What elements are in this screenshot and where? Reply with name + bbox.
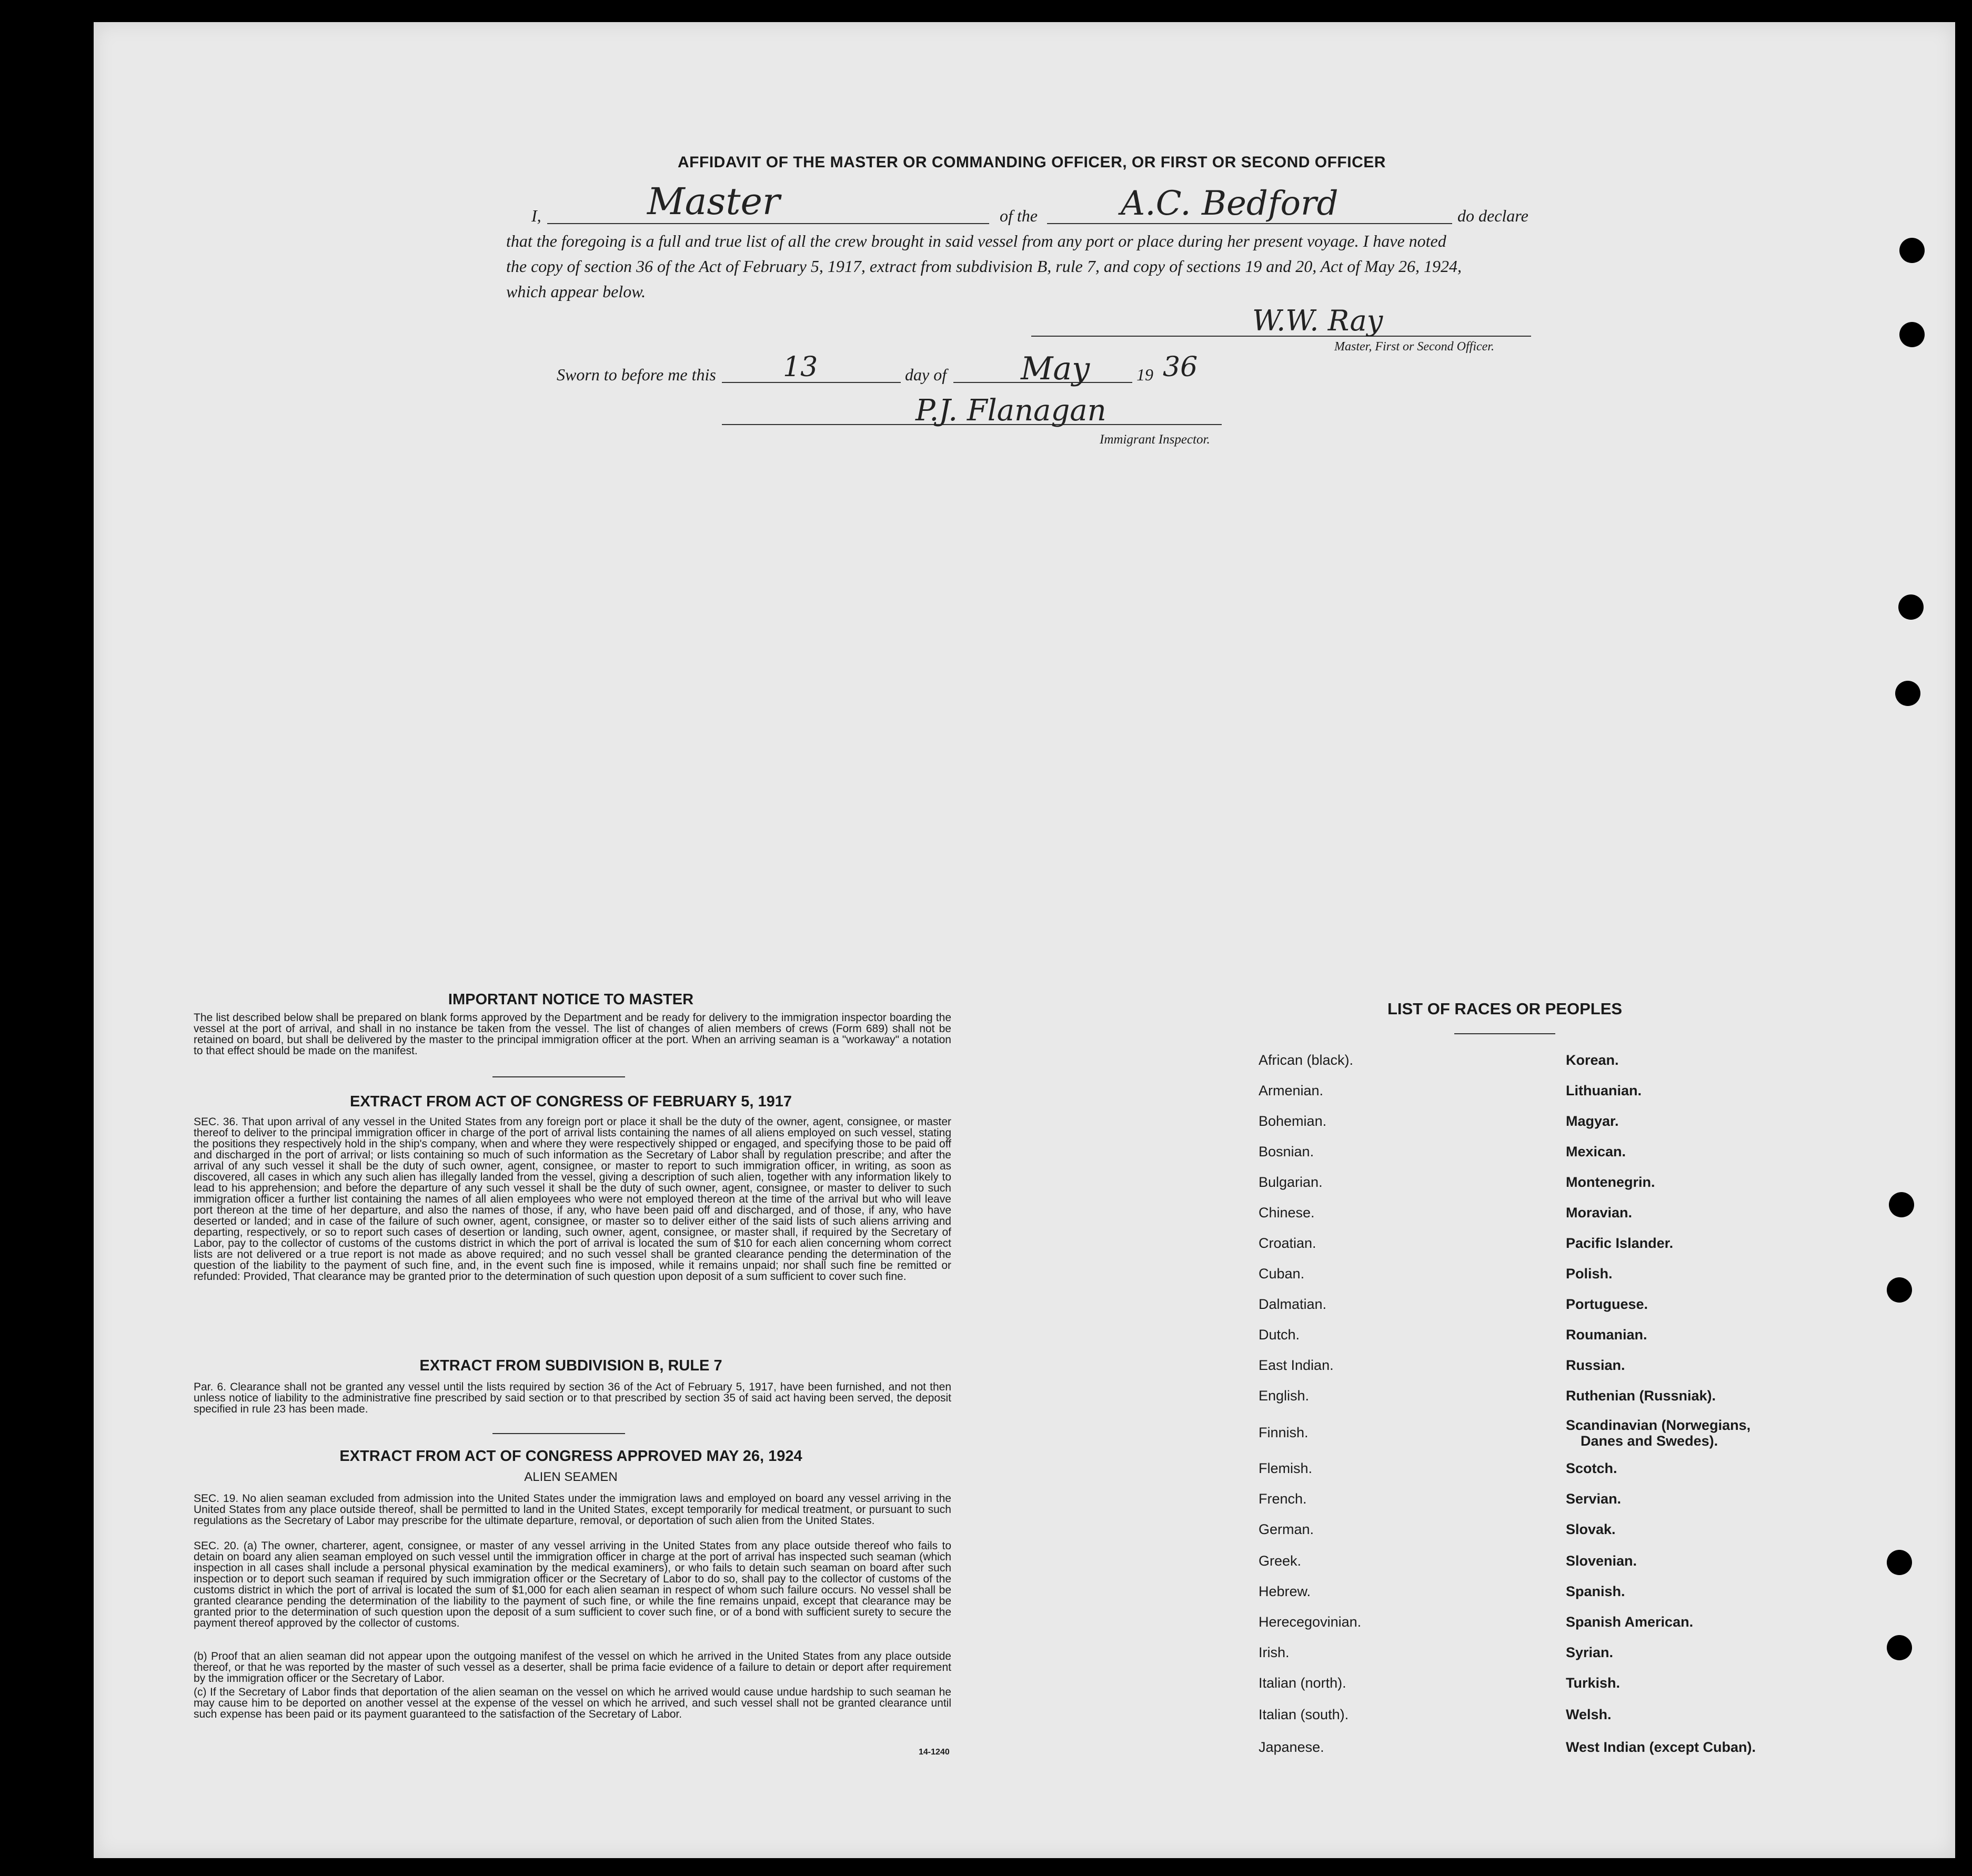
race-item: Japanese. [1259, 1739, 1324, 1755]
officer-caption: Master, First or Second Officer. [1334, 340, 1494, 354]
subdivision-b-title: EXTRACT FROM SUBDIVISION B, RULE 7 [419, 1357, 722, 1374]
race-item: Greek. [1259, 1553, 1302, 1569]
race-item: Turkish. [1566, 1675, 1621, 1691]
punch-hole [1887, 1277, 1912, 1303]
extract-1917-title: EXTRACT FROM ACT OF CONGRESS OF FEBRUARY 5, 1917 [349, 1093, 792, 1110]
sworn-label: Sworn to before me this [557, 365, 716, 384]
of-the-label: of the [1000, 206, 1038, 225]
race-item: Chinese. [1259, 1205, 1315, 1221]
race-item: Slovenian. [1566, 1553, 1637, 1569]
race-item: English. [1259, 1388, 1310, 1404]
punch-hole [1887, 1550, 1912, 1575]
race-item: Ruthenian (Russniak). [1566, 1388, 1716, 1404]
race-item-continuation: Danes and Swedes). [1581, 1433, 1718, 1449]
race-item: Syrian. [1566, 1645, 1614, 1660]
race-item: Mexican. [1566, 1144, 1626, 1159]
affidavit-line-4: which appear below. [506, 282, 646, 301]
punch-hole [1889, 1192, 1914, 1217]
punch-hole [1895, 681, 1920, 706]
race-item: Montenegrin. [1566, 1174, 1655, 1190]
race-item: Croatian. [1259, 1235, 1316, 1251]
race-item: Polish. [1566, 1266, 1613, 1282]
extract-1924-sec20b: (b) Proof that an alien seaman did not appear upon the outgoing manifest of the vessel on which he arrived in the United States from any place outside thereof, or that he was reported by the master of such vessel as a deserter, shall be prima facie evidence of a failure to detain or deport after requirement by the immigration officer or the Secretary of Labor. [194, 1650, 951, 1685]
extract-1924-subtitle: ALIEN SEAMEN [524, 1470, 618, 1484]
sworn-day: 13 [783, 351, 818, 383]
race-item: Cuban. [1259, 1266, 1305, 1282]
day-of-label: day of [905, 365, 947, 384]
races-divider [1454, 1033, 1555, 1034]
race-item: Roumanian. [1566, 1327, 1647, 1343]
race-item: Herecegovinian. [1259, 1614, 1362, 1630]
race-item: Finnish. [1259, 1425, 1309, 1440]
race-item: Dutch. [1259, 1327, 1300, 1343]
race-item: West Indian (except Cuban). [1566, 1739, 1756, 1755]
race-item: Slovak. [1566, 1521, 1616, 1537]
extract-1924-sec20a: SEC. 20. (a) The owner, charterer, agent, consignee, or master of any vessel arriving in the United States from any place outside thereof who fails to detain on board any alien seaman employed on such vessel until the immigration officer in charge at the port of arrival has inspected such seaman (which inspection in all cases shall include a personal physical examination by the medical examiners), or who fails to detain such seaman on board after such inspection or to deport such seaman if required by such immigration officer or the Secretary of Labor to do so, shall pay to the collector of customs of the customs district in which the port of arrival is located the sum of $1,000 for each alien seaman in respect of whom such failure occurs. No vessel shall be granted clearance pending the determination of the liability to the payment of such fine, or while the fine remains unpaid, except that clearance may be granted prior to the determination of such question upon the deposit of a sum sufficient to cover such fine, or of a bond with sufficient surety to secure the payment thereof approved by the collector of customs. [194, 1540, 951, 1629]
race-item: Dalmatian. [1259, 1296, 1327, 1312]
do-declare-label: do declare [1457, 206, 1528, 225]
extract-1917-body: SEC. 36. That upon arrival of any vessel in the United States from any foreign port or place it shall be the duty of the owner, agent, consignee, or master thereof to deliver to the principal immigration officer in charge of the port of arrival lists containing the names of all aliens employed on such vessel, stating the positions they respectively hold in the ship's company, when and where they were respectively shipped or engaged, and specifying those to be paid off and discharged in the port of arrival; or lists containing so much of such information as the Secretary of Labor shall by regulation prescribe; and after the arrival of any such vessel it shall be the duty of such owner, agent, consignee, or master to report to such immigration officer, in writing, as soon as discovered, all cases in which any such alien has illegally landed from the vessel, giving a description of such alien, together with any information likely to lead to his apprehension; and before the departure of any such vessel it shall be the duty of such owner, agent, consignee, or master to deliver to such immigration officer a further list containing the names of all alien employees who were not employed thereon at the time of the arrival but who will leave port thereon at the time of her departure, and also the names of those, if any, who have been paid off and discharged, and of those, if any, who have deserted or landed; and in case of the failure of such owner, agent, consignee, or master so to deliver either of the said lists of such aliens arriving and departing, respectively, or so to report such cases of desertion or landing, such owner, agent, consignee, or master shall, if required by the Secretary of Labor, pay to the collector of customs of the customs district in which the port of arrival is located the sum of $10 for each alien concerning whom correct lists are not delivered or a true report is not made as above required; and no such vessel shall be granted clearance pending the determination of the question of the liability to the payment of such fine, and, in the event such fine is imposed, while it remains unpaid; nor shall such fine be remitted or refunded: Provided, That clearance may be granted prior to the determination of such question upon deposit of a sum sufficient to cover such fine. [194, 1116, 951, 1283]
extract-1924-title: EXTRACT FROM ACT OF CONGRESS APPROVED MAY 26, 1924 [339, 1448, 802, 1465]
vessel-blank-line [1047, 223, 1452, 224]
section-divider [492, 1076, 625, 1077]
race-item: Scandinavian (Norwegians, [1566, 1417, 1751, 1433]
race-item: East Indian. [1259, 1357, 1334, 1373]
inspector-caption: Immigrant Inspector. [1100, 432, 1210, 447]
affidavit-title: AFFIDAVIT OF THE MASTER OR COMMANDING OFFICER, OR FIRST OR SECOND OFFICER [678, 154, 1386, 171]
race-item: Spanish American. [1566, 1614, 1694, 1630]
race-item: African (black). [1259, 1052, 1354, 1068]
race-item: Bulgarian. [1259, 1174, 1323, 1190]
notice-body: The list described below shall be prepared on blank forms approved by the Department and be ready for delivery to the immigration inspector boarding the vessel at the port of arrival, and shall in no instance be taken from the vessel. The list of changes of alien members of crews (Form 689) shall not be retained on board, but shall be delivered by the master to the principal immigration officer at the port. When an arriving seaman is a "workaway" a notation to that effect should be made on the manifest. [194, 1012, 951, 1057]
affidavit-line-2: that the foregoing is a full and true list of all the crew brought in said vessel from any port or place during her present voyage. I have noted [506, 231, 1446, 250]
punch-hole [1899, 322, 1925, 347]
race-item: Italian (north). [1259, 1675, 1346, 1691]
race-item: Pacific Islander. [1566, 1235, 1674, 1251]
race-item: Bosnian. [1259, 1144, 1314, 1159]
race-item: Spanish. [1566, 1583, 1625, 1599]
race-item: Korean. [1566, 1052, 1619, 1068]
year-prefix: 19 [1136, 365, 1153, 384]
extract-1924-sec19: SEC. 19. No alien seaman excluded from admission into the United States under the immigration laws and employed on board any vessel arriving in the United States from any place outside thereof, shall be permitted to land in the United States, except temporarily for medical treatment, or pursuant to such regulations as the Secretary of Labor may prescribe for the ultimate departure, removal, or deportation of such alien from the United States. [194, 1492, 951, 1527]
punch-hole [1887, 1635, 1912, 1660]
inspector-signature: P.J. Flanagan [915, 394, 1106, 428]
officer-signature: W.W. Ray [1252, 304, 1383, 337]
race-item: French. [1259, 1491, 1307, 1507]
punch-hole [1898, 594, 1924, 620]
race-item: Bohemian. [1259, 1113, 1327, 1129]
race-item: Moravian. [1566, 1205, 1633, 1221]
race-item: Portuguese. [1566, 1296, 1648, 1312]
i-label: I, [531, 206, 541, 225]
affidavit-line-3: the copy of section 36 of the Act of February 5, 1917, extract from subdivision B, rule 7, and copy of sections 19 and 20, Act of May 26, 1924, [506, 257, 1462, 276]
race-item: Italian (south). [1259, 1707, 1349, 1722]
race-item: Armenian. [1259, 1083, 1324, 1098]
race-item: German. [1259, 1521, 1314, 1537]
race-item: Russian. [1566, 1357, 1625, 1373]
race-item: Irish. [1259, 1645, 1290, 1660]
race-item: Magyar. [1566, 1113, 1619, 1129]
i-blank-line [547, 223, 989, 224]
race-item: Welsh. [1566, 1707, 1612, 1722]
year-suffix: 36 [1163, 351, 1198, 383]
notice-title: IMPORTANT NOTICE TO MASTER [448, 991, 694, 1008]
extract-1924-sec20c: (c) If the Secretary of Labor finds that deportation of the alien seaman on the vessel on which he arrived would cause undue hardship to such seaman he may cause him to be deported on another vessel at the expense of the vessel on which he arrived, and such vessel shall not be granted clearance until such expense has been paid or its payment guaranteed to the satisfaction of the Secretary of Labor. [194, 1686, 951, 1720]
vessel-value: A.C. Bedford [1121, 184, 1339, 223]
subdivision-b-body: Par. 6. Clearance shall not be granted any vessel until the lists required by section 36 of the Act of February 5, 1917, have been furnished, and not then unless notice of liability to the administrative fine prescribed by said section or to that prescribed by section 35 of said act having been served, the deposit specified in rule 23 has been made. [194, 1381, 951, 1415]
race-item: Scotch. [1566, 1460, 1617, 1476]
i-value: Master [647, 180, 780, 223]
races-title: LIST OF RACES OR PEOPLES [1387, 1000, 1623, 1018]
form-number: 14-1240 [919, 1748, 950, 1757]
race-item: Servian. [1566, 1491, 1622, 1507]
race-item: Lithuanian. [1566, 1083, 1642, 1098]
race-item: Flemish. [1259, 1460, 1313, 1476]
race-item: Hebrew. [1259, 1583, 1311, 1599]
sworn-month: May [1021, 350, 1090, 387]
punch-hole [1899, 238, 1925, 263]
section-divider [492, 1433, 625, 1434]
